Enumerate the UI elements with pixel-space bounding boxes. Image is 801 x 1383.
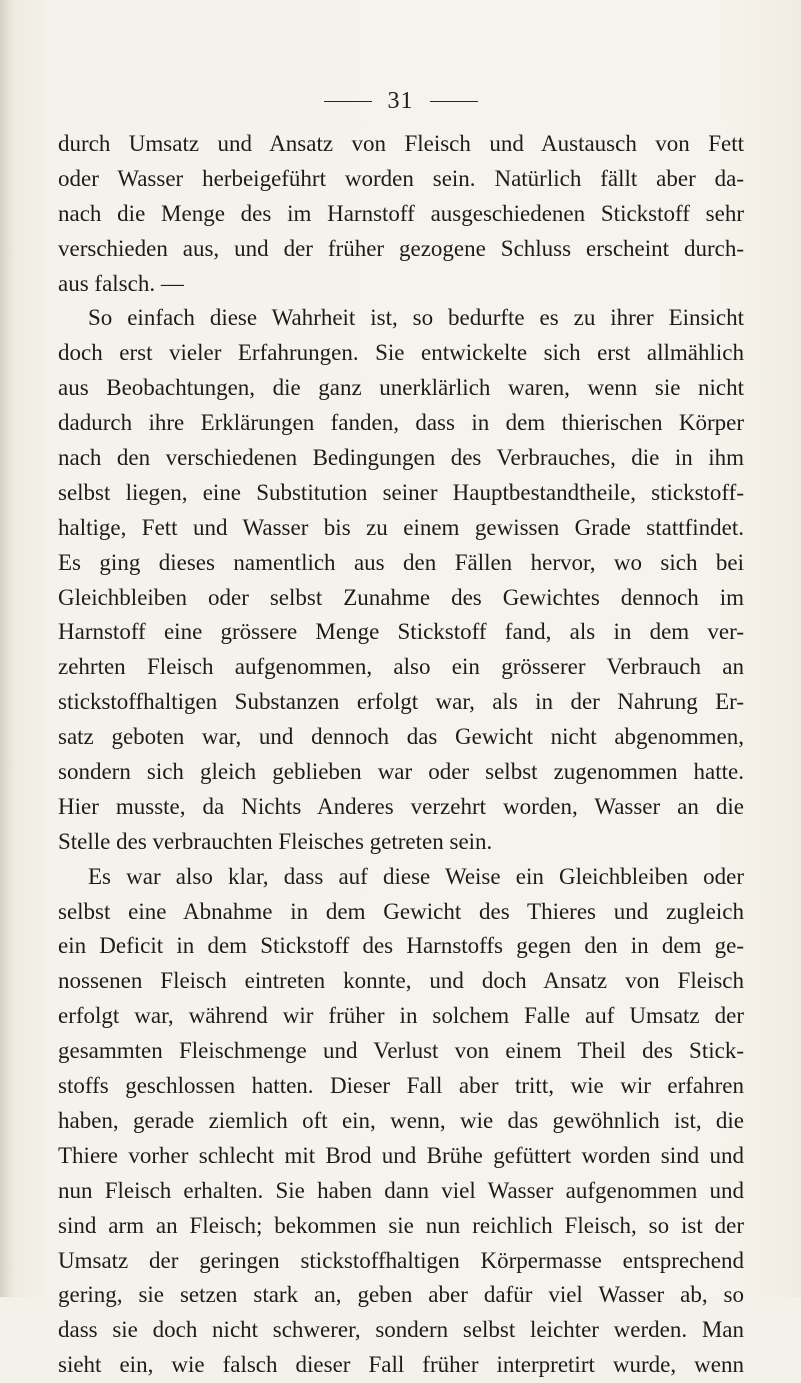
text-line: dass sie doch nicht schwerer, sondern selbst leichter werden. Man xyxy=(58,1317,744,1343)
text-line: aus Beobachtungen, die ganz unerklärlich waren, wenn sie nicht xyxy=(58,375,744,401)
text-line: Stelle des verbrauchten Fleisches getreten sein. xyxy=(58,828,493,854)
text-line: stoffs geschlossen hatten. Dieser Fall aber tritt, wie wir erfahren xyxy=(58,1073,744,1099)
text-line: satz geboten war, und dennoch das Gewicht nicht abgenommen, xyxy=(58,724,744,750)
text-line: selbst eine Abnahme in dem Gewicht des Thieres und zugleich xyxy=(58,898,744,924)
text-line: gesammten Fleischmenge und Verlust von einem Theil des Stick- xyxy=(58,1038,744,1064)
text-line: selbst liegen, eine Substitution seiner Hauptbestandtheile, stickstoff- xyxy=(58,479,744,505)
body-text xyxy=(58,127,744,1383)
text-line: oder Wasser herbeigeführt worden sein. Natürlich fällt aber da- xyxy=(58,165,744,191)
page-gutter-shadow xyxy=(0,0,14,1297)
text-line: durch Umsatz und Ansatz von Fleisch und Austausch von Fett xyxy=(58,131,744,156)
text-line: nach die Menge des im Harnstoff ausgeschiedenen Stickstoff sehr xyxy=(58,200,744,226)
paragraph-1 xyxy=(58,127,744,301)
text-line: ein Deficit in dem Stickstoff des Harnstoffs gegen den in dem ge- xyxy=(58,933,744,959)
text-line: haben, gerade ziemlich oft ein, wenn, wie das gewöhnlich ist, die xyxy=(58,1107,744,1133)
text-line: stickstoffhaltigen Substanzen erfolgt war, als in der Nahrung Er- xyxy=(58,689,744,715)
text-line: sieht ein, wie falsch dieser Fall früher interpretirt wurde, wenn xyxy=(58,1352,744,1378)
text-line: Es ging dieses namentlich aus den Fällen hervor, wo sich bei xyxy=(58,549,744,575)
page-number: 31 xyxy=(387,88,414,114)
text-line: dadurch ihre Erklärungen fanden, dass in dem thierischen Körper xyxy=(58,410,744,436)
page-header xyxy=(0,88,801,115)
text-line: sind arm an Fleisch; bekommen sie nun reichlich Fleisch, so ist der xyxy=(58,1212,744,1238)
text-line: So einfach diese Wahrheit ist, so bedurfte es zu ihrer Einsicht xyxy=(88,305,744,331)
text-line: verschieden aus, und der früher gezogene Schluss erscheint durch- xyxy=(58,235,744,261)
text-line: doch erst vieler Erfahrungen. Sie entwickelte sich erst allmählich xyxy=(58,340,744,366)
text-line: erfolgt war, während wir früher in solchem Falle auf Umsatz der xyxy=(58,1003,744,1029)
text-line: Es war also klar, dass auf diese Weise ein Gleichbleiben oder xyxy=(88,863,744,889)
text-line: Hier musste, da Nichts Anderes verzehrt worden, Wasser an die xyxy=(58,793,744,819)
text-line: nossenen Fleisch eintreten konnte, und doch Ansatz von Fleisch xyxy=(58,968,744,994)
text-line: Umsatz der geringen stickstoffhaltigen Körpermasse entsprechend xyxy=(58,1247,744,1273)
header-rule-right xyxy=(430,101,478,102)
paragraph-3 xyxy=(58,860,744,1383)
text-line: Gleichbleiben oder selbst Zunahme des Gewichtes dennoch im xyxy=(58,584,744,610)
text-line: aus falsch. — xyxy=(58,270,184,296)
text-line: Harnstoff eine grössere Menge Stickstoff fand, als in dem ver- xyxy=(58,619,744,645)
text-line: Thiere vorher schlecht mit Brod und Brühe gefüttert worden sind und xyxy=(58,1142,744,1168)
text-line: haltige, Fett und Wasser bis zu einem gewissen Grade stattfindet. xyxy=(58,514,744,540)
text-line: nach den verschiedenen Bedingungen des Verbrauches, die in ihm xyxy=(58,445,744,471)
header-rule-left xyxy=(324,101,372,102)
text-line: gering, sie setzen stark an, geben aber dafür viel Wasser ab, so xyxy=(58,1282,744,1308)
text-line: sondern sich gleich geblieben war oder selbst zugenommen hatte. xyxy=(58,759,744,785)
text-line: zehrten Fleisch aufgenommen, also ein grösserer Verbrauch an xyxy=(58,654,744,680)
text-line: nun Fleisch erhalten. Sie haben dann viel Wasser aufgenommen und xyxy=(58,1177,744,1203)
paragraph-2 xyxy=(58,301,744,859)
